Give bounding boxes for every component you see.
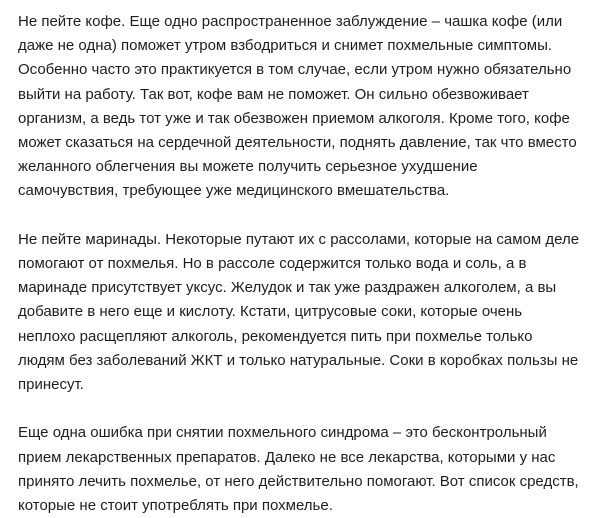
text-line: принесут. — [18, 376, 84, 394]
text-line: желанного облегчения вы можете получить серьезное ухудшение — [18, 158, 478, 176]
text-line: Не пейте маринады. Некоторые путают их с рассолами, которые на самом деле — [18, 230, 580, 248]
text-line: которые не стоит употреблять при похмелье. — [18, 497, 333, 515]
text-line: выйти на работу. Так вот, кофе вам не поможет. Он сильно обезвоживает — [18, 85, 529, 103]
paragraph-medications — [18, 421, 586, 518]
text-line: людям без заболеваний ЖКТ и только натуральные. Соки в коробках пользы не — [18, 351, 579, 369]
text-line: маринаде присутствует уксус. Желудок и так уже раздражен алкоголем, а вы — [18, 279, 557, 297]
text-line: добавите в него еще и кислоту. Кстати, цитрусовые соки, которые очень — [18, 303, 523, 321]
text-line: помогают от похмелья. Но в рассоле содержится только вода и соль, а в — [18, 255, 527, 273]
text-line: прием лекарственных препаратов. Далеко не все лекарства, которыми у нас — [18, 448, 556, 466]
text-line: организм, а ведь тот уже и так обезвожен приемом алкоголя. Кроме того, кофе — [18, 109, 570, 127]
paragraph-marinades — [18, 228, 586, 397]
text-line: даже не одна) поможет утром взбодриться и снимет похмельные симптомы. — [18, 37, 553, 55]
text-line: самочувствия, требующее уже медицинского вмешательства. — [18, 182, 450, 200]
text-line: Не пейте кофе. Еще одно распространенное заблуждение – чашка кофе (или — [18, 13, 563, 30]
text-line: Особенно часто это практикуется в том случае, если утром нужно обязательно — [18, 61, 572, 79]
text-line: неплохо расщепляют алкоголь, рекомендуется пить при похмелье только — [18, 327, 533, 345]
paragraph-coffee — [18, 10, 586, 204]
text-line: принято лечить похмелье, от него действительно помогают. Вот список средств, — [18, 472, 579, 490]
text-line: Еще одна ошибка при снятии похмельного синдрома – это бесконтрольный — [18, 424, 547, 442]
text-line: может сказаться на сердечной деятельности, поднять давление, так что вместо — [18, 134, 577, 152]
